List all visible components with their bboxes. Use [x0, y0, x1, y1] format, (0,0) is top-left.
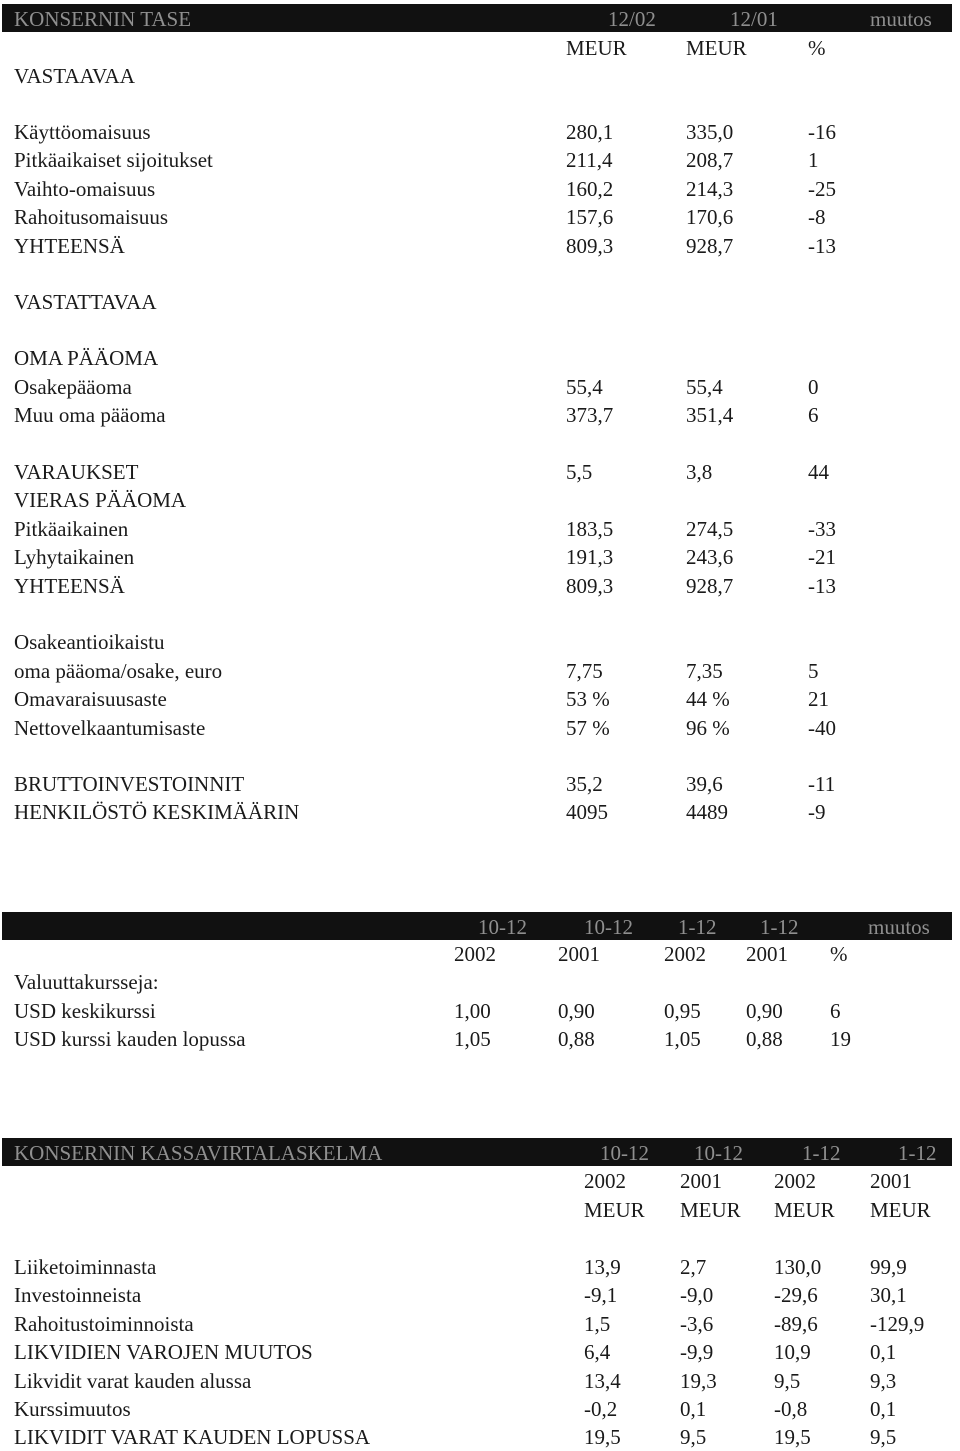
cashflow-label: Rahoitustoiminnoista: [14, 1311, 194, 1336]
liability-value-3: -13: [808, 573, 836, 598]
liability-label: Lyhytaikainen: [14, 545, 135, 570]
equity-row: [0, 373, 960, 401]
cashflow-value-4: 9,3: [870, 1368, 897, 1393]
other-label: BRUTTOINVESTOINNIT: [14, 772, 245, 796]
currency-header-bar: [2, 912, 952, 940]
asset-value-2: 214,3: [686, 176, 734, 201]
cashflow-year-c3: 2002: [774, 1169, 816, 1193]
liability-value-1: 809,3: [566, 573, 614, 598]
liability-value-3: -33: [808, 517, 836, 541]
cashflow-value-1: -0,2: [584, 1397, 618, 1421]
currency-heading: Valuuttakursseja:: [14, 970, 159, 994]
asset-value-3: -8: [808, 205, 826, 230]
unit-col2: MEUR: [686, 36, 747, 60]
cashflow-value-2: -3,6: [680, 1311, 714, 1336]
ratio-value-3: 5: [808, 659, 819, 683]
ratio-label: Nettovelkaantumisaste: [14, 715, 206, 740]
cashflow-value-4: 9,5: [870, 1425, 897, 1450]
currency-value-5: 19: [830, 1027, 851, 1052]
asset-value-1: 280,1: [566, 120, 614, 144]
equity-value-3: 0: [808, 375, 819, 399]
cashflow-row: [0, 1395, 960, 1423]
currency-year-c1: 2002: [454, 942, 496, 966]
balance-header-col3: muutos: [870, 7, 932, 31]
asset-value-3: -13: [808, 233, 836, 258]
equity-label: Muu oma pääoma: [14, 403, 166, 428]
cashflow-value-2: 2,7: [680, 1255, 707, 1279]
cashflow-title: KONSERNIN KASSAVIRTALASKELMA: [14, 1141, 383, 1165]
asset-label: Käyttöomaisuus: [14, 120, 151, 144]
liability-row: [0, 572, 960, 600]
cashflow-label: Liiketoiminnasta: [14, 1255, 157, 1279]
cashflow-value-2: -9,9: [680, 1340, 714, 1365]
other-value-3: -9: [808, 800, 826, 825]
cashflow-row: [0, 1423, 960, 1451]
liability-row: [0, 515, 960, 543]
liability-value-2: 274,5: [686, 517, 734, 541]
cashflow-value-3: 10,9: [774, 1340, 811, 1365]
currency-label: USD kurssi kauden lopussa: [14, 1027, 246, 1052]
cashflow-unit-c3: MEUR: [774, 1198, 835, 1222]
cashflow-value-4: 0,1: [870, 1397, 897, 1421]
cashflow-value-3: -89,6: [774, 1311, 818, 1336]
asset-label: Rahoitusomaisuus: [14, 205, 169, 230]
cashflow-header-c4: 1-12: [898, 1141, 937, 1165]
currency-label: USD keskikurssi: [14, 999, 156, 1023]
currency-value-1: 1,05: [454, 1027, 491, 1052]
asset-value-2: 335,0: [686, 120, 734, 144]
cashflow-value-1: 1,5: [584, 1311, 611, 1336]
asset-value-1: 157,6: [566, 205, 614, 230]
currency-header-c4: 1-12: [760, 915, 799, 939]
currency-header-c2: 10-12: [584, 915, 633, 939]
cashflow-unit-c4: MEUR: [870, 1198, 931, 1222]
currency-header-c5: muutos: [868, 915, 930, 939]
asset-row: [0, 175, 960, 203]
currency-value-1: 1,00: [454, 999, 491, 1023]
asset-row: [0, 146, 960, 174]
liability-value-1: 183,5: [566, 517, 614, 541]
asset-value-1: 160,2: [566, 176, 614, 201]
balance-header-col1: 12/02: [608, 7, 656, 31]
equity-label: Osakepääoma: [14, 375, 132, 399]
cashflow-value-4: -129,9: [870, 1311, 925, 1336]
cashflow-unit-c1: MEUR: [584, 1198, 645, 1222]
cashflow-value-4: 99,9: [870, 1255, 907, 1279]
ratio-value-3: 21: [808, 687, 829, 712]
cashflow-label: Kurssimuutos: [14, 1397, 131, 1421]
ratio-label: Omavaraisuusaste: [14, 687, 167, 712]
other-row: [0, 798, 960, 826]
cashflow-value-1: -9,1: [584, 1283, 618, 1308]
cashflow-years-row: [0, 1167, 960, 1195]
liability-value-1: 191,3: [566, 545, 614, 570]
unit-col3: %: [808, 36, 826, 60]
cashflow-value-2: 19,3: [680, 1368, 717, 1393]
cashflow-row: [0, 1367, 960, 1395]
asset-value-3: -16: [808, 120, 836, 144]
cashflow-value-4: 0,1: [870, 1340, 897, 1365]
cashflow-header-c2: 10-12: [694, 1141, 743, 1165]
unit-col1: MEUR: [566, 36, 627, 60]
other-value-1: 4095: [566, 800, 608, 825]
cashflow-row: [0, 1253, 960, 1281]
currency-value-2: 0,88: [558, 1027, 595, 1052]
cashflow-label: LIKVIDIEN VAROJEN MUUTOS: [14, 1340, 313, 1365]
other-value-3: -11: [808, 772, 836, 796]
ratio-value-1: 57 %: [566, 715, 610, 740]
currency-value-2: 0,90: [558, 999, 595, 1023]
asset-value-3: 1: [808, 148, 819, 173]
currency-value-5: 6: [830, 999, 841, 1023]
asset-value-2: 208,7: [686, 148, 734, 173]
asset-value-1: 211,4: [566, 148, 613, 173]
cashflow-value-3: -29,6: [774, 1283, 818, 1308]
asset-row: [0, 118, 960, 146]
liability-value-2: 243,6: [686, 545, 734, 570]
liability-value-3: -21: [808, 545, 836, 570]
ratio-value-2: 7,35: [686, 659, 723, 683]
cashflow-value-4: 30,1: [870, 1283, 907, 1308]
liability-row: [0, 543, 960, 571]
asset-row: [0, 203, 960, 231]
cashflow-year-c1: 2002: [584, 1169, 626, 1193]
asset-value-2: 928,7: [686, 233, 734, 258]
asset-value-1: 809,3: [566, 233, 614, 258]
cashflow-row: [0, 1281, 960, 1309]
ratio-row: [0, 714, 960, 742]
cashflow-value-3: 130,0: [774, 1255, 822, 1279]
ratio-value-1: 53 %: [566, 687, 610, 712]
equity-value-1: 55,4: [566, 375, 603, 399]
currency-row: [0, 1025, 960, 1053]
cashflow-header-c3: 1-12: [802, 1141, 841, 1165]
ratio-value-2: 44 %: [686, 687, 730, 712]
other-value-2: 4489: [686, 800, 728, 825]
reserves-v2: 3,8: [686, 460, 713, 484]
currency-value-4: 0,88: [746, 1027, 783, 1052]
liability-label: YHTEENSÄ: [14, 573, 125, 598]
liabilities-heading: VIERAS PÄÄOMA: [14, 488, 187, 512]
vastattavaa-heading: VASTATTAVAA: [14, 290, 157, 314]
currency-value-4: 0,90: [746, 999, 783, 1023]
currency-header-c3: 1-12: [678, 915, 717, 939]
ratio-value-2: 96 %: [686, 715, 730, 740]
currency-years-row: [0, 940, 960, 968]
currency-row: [0, 997, 960, 1025]
cashflow-value-1: 6,4: [584, 1340, 611, 1365]
currency-value-3: 0,95: [664, 999, 701, 1023]
equity-row: [0, 401, 960, 429]
vastaavaa-heading: VASTAAVAA: [14, 64, 135, 88]
equity-value-2: 55,4: [686, 375, 723, 399]
cashflow-value-3: -0,8: [774, 1397, 808, 1421]
ratio-value-1: 7,75: [566, 659, 603, 683]
asset-label: Vaihto-omaisuus: [14, 176, 156, 201]
cashflow-year-c2: 2001: [680, 1169, 722, 1193]
other-value-1: 35,2: [566, 772, 603, 796]
reserves-v3: 44: [808, 460, 829, 484]
cashflow-label: Likvidit varat kauden alussa: [14, 1368, 252, 1393]
balance-header-col2: 12/01: [730, 7, 778, 31]
cashflow-value-1: 19,5: [584, 1425, 621, 1450]
asset-label: YHTEENSÄ: [14, 233, 125, 258]
other-row: [0, 770, 960, 798]
balance-units-row: [0, 34, 960, 62]
cashflow-value-1: 13,4: [584, 1368, 621, 1393]
ratio-row: [0, 685, 960, 713]
cashflow-year-c4: 2001: [870, 1169, 912, 1193]
currency-header-c1: 10-12: [478, 915, 527, 939]
cashflow-value-3: 19,5: [774, 1425, 811, 1450]
cashflow-header-bar: [2, 1138, 952, 1166]
cashflow-label: LIKVIDIT VARAT KAUDEN LOPUSSA: [14, 1425, 371, 1450]
cashflow-label: Investoinneista: [14, 1283, 142, 1308]
cashflow-units-row: [0, 1196, 960, 1224]
cashflow-value-1: 13,9: [584, 1255, 621, 1279]
equity-value-3: 6: [808, 403, 819, 428]
ratio-value-3: -40: [808, 715, 836, 740]
cashflow-row: [0, 1310, 960, 1338]
balance-header-bar: [2, 4, 952, 32]
other-label: HENKILÖSTÖ KESKIMÄÄRIN: [14, 800, 300, 825]
currency-value-3: 1,05: [664, 1027, 701, 1052]
cashflow-value-2: 0,1: [680, 1397, 707, 1421]
equity-heading: OMA PÄÄOMA: [14, 346, 159, 370]
share-issue-heading: Osakeantioikaistu: [14, 630, 165, 654]
other-value-2: 39,6: [686, 772, 723, 796]
currency-year-c3: 2002: [664, 942, 706, 966]
cashflow-header-c1: 10-12: [600, 1141, 649, 1165]
cashflow-value-2: 9,5: [680, 1425, 707, 1450]
liability-label: Pitkäaikainen: [14, 517, 129, 541]
liability-value-2: 928,7: [686, 573, 734, 598]
balance-title: KONSERNIN TASE: [14, 7, 192, 31]
equity-value-1: 373,7: [566, 403, 614, 428]
currency-year-c2: 2001: [558, 942, 600, 966]
reserves-v1: 5,5: [566, 460, 593, 484]
reserves-label: VARAUKSET: [14, 460, 139, 484]
currency-year-c4: 2001: [746, 942, 788, 966]
reserves-row: [0, 458, 960, 486]
ratio-label: oma pääoma/osake, euro: [14, 659, 223, 683]
asset-value-2: 170,6: [686, 205, 734, 230]
equity-value-2: 351,4: [686, 403, 734, 428]
currency-year-c5: %: [830, 942, 848, 966]
asset-value-3: -25: [808, 176, 836, 201]
cashflow-row: [0, 1338, 960, 1366]
asset-label: Pitkäaikaiset sijoitukset: [14, 148, 213, 173]
ratio-row: [0, 657, 960, 685]
cashflow-unit-c2: MEUR: [680, 1198, 741, 1222]
cashflow-value-2: -9,0: [680, 1283, 714, 1308]
cashflow-value-3: 9,5: [774, 1368, 801, 1393]
asset-row: [0, 232, 960, 260]
